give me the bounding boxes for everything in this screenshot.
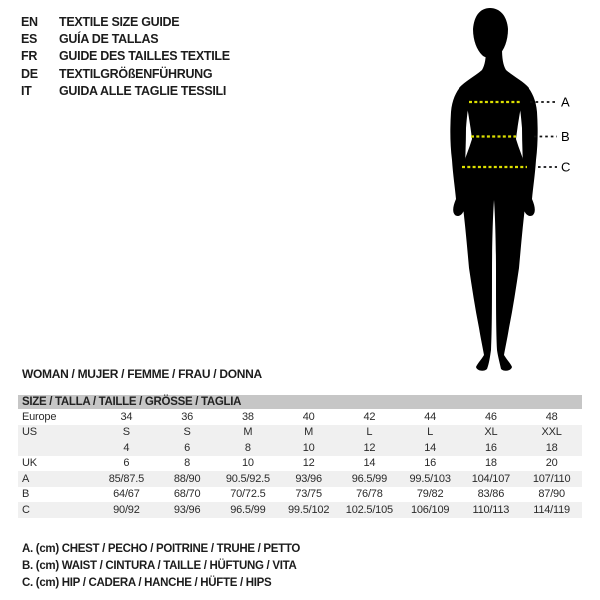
- size-cell: 34: [120, 410, 133, 423]
- row-label: A: [22, 472, 30, 485]
- table-row-uk: [18, 456, 582, 472]
- legend-chest: A. (cm) CHEST / PECHO / POITRINE / TRUHE / PETTO: [22, 542, 301, 555]
- size-table: [18, 409, 582, 518]
- language-title: TEXTILE SIZE GUIDE: [59, 14, 180, 29]
- table-row-us-letter: [18, 425, 582, 441]
- language-code: ES: [21, 32, 38, 47]
- measurement-legend: [22, 540, 300, 592]
- size-cell: 8: [184, 457, 191, 470]
- language-code: DE: [21, 66, 38, 81]
- size-cell: 46: [484, 410, 497, 423]
- size-cell: 6: [123, 457, 130, 470]
- size-cell: 10: [241, 457, 254, 470]
- woman-silhouette-icon: [388, 0, 600, 382]
- size-cell: 68/70: [173, 488, 201, 501]
- size-cell: 114/119: [533, 503, 570, 516]
- marker-label-c: C: [561, 159, 571, 175]
- language-code: IT: [21, 84, 32, 99]
- size-cell: 88/90: [173, 472, 201, 485]
- size-cell: S: [122, 426, 130, 439]
- row-label: B: [22, 488, 30, 501]
- size-cell: 42: [363, 410, 376, 423]
- marker-label-b: B: [561, 129, 570, 144]
- language-title: GUIDA ALLE TAGLIE TESSILI: [59, 84, 227, 99]
- size-cell: L: [427, 426, 434, 439]
- size-cell: 87/90: [538, 488, 565, 501]
- row-label: Europe: [22, 410, 57, 423]
- size-cell: 99.5/102: [288, 503, 330, 516]
- size-cell: 12: [302, 457, 315, 470]
- size-cell: 14: [363, 457, 376, 470]
- size-cell: 93/96: [295, 472, 322, 485]
- table-row-waist: [18, 487, 582, 503]
- size-cell: 6: [184, 441, 191, 454]
- size-cell: 90.5/92.5: [225, 472, 270, 485]
- marker-label-a: A: [561, 94, 570, 110]
- language-title: TEXTILGRÖßENFÜHRUNG: [59, 66, 213, 81]
- table-header-bar: SIZE / TALLA / TAILLE / GRÖSSE / TAGLIA: [18, 395, 582, 409]
- size-cell: M: [304, 426, 314, 439]
- size-cell: 18: [545, 441, 558, 454]
- size-cell: S: [183, 426, 191, 439]
- size-cell: 83/86: [477, 488, 505, 501]
- size-cell: 96.5/99: [230, 503, 266, 516]
- size-cell: 70/72.5: [230, 488, 266, 501]
- size-cell: 36: [181, 410, 194, 423]
- measurement-figure: [388, 0, 600, 382]
- size-cell: 110/113: [472, 503, 510, 516]
- size-cell: 20: [545, 457, 558, 470]
- language-row: [21, 48, 230, 65]
- table-row-europe: [18, 409, 582, 425]
- size-cell: 10: [302, 441, 315, 454]
- size-cell: 4: [123, 441, 130, 454]
- row-label: US: [22, 426, 37, 439]
- legend-hip: C. (cm) HIP / CADERA / HANCHE / HÜFTE / HIPS: [22, 577, 272, 590]
- row-label: C: [22, 503, 30, 516]
- size-cell: 96.5/99: [351, 472, 388, 485]
- size-cell: 104/107: [471, 472, 511, 485]
- size-cell: M: [243, 426, 253, 439]
- size-cell: 85/87.5: [108, 472, 145, 485]
- language-title-list: [21, 13, 230, 100]
- language-title: GUIDE DES TAILLES TEXTILE: [59, 49, 230, 64]
- language-row: [21, 83, 230, 100]
- size-cell: 79/82: [416, 488, 444, 501]
- size-cell: 14: [424, 441, 437, 454]
- legend-waist: B. (cm) WAIST / CINTURA / TAILLE / HÜFTUNG / VITA: [22, 560, 297, 573]
- size-cell: L: [366, 426, 373, 439]
- size-cell: 106/109: [410, 503, 450, 516]
- table-group-title: WOMAN / MUJER / FEMME / FRAU / DONNA: [22, 367, 262, 381]
- size-cell: XL: [484, 426, 498, 439]
- size-cell: 16: [484, 441, 497, 454]
- table-row-us-number: [18, 440, 582, 456]
- size-cell: 76/78: [356, 488, 383, 501]
- size-cell: 107/110: [532, 472, 571, 485]
- size-cell: 16: [424, 457, 437, 470]
- size-cell: 99.5/103: [409, 472, 451, 485]
- size-cell: 90/92: [113, 503, 140, 516]
- row-label: UK: [22, 457, 37, 470]
- language-code: EN: [21, 14, 38, 29]
- size-cell: 93/96: [173, 503, 201, 516]
- language-row: [21, 30, 230, 47]
- size-cell: 48: [545, 410, 558, 423]
- language-row: [21, 13, 230, 30]
- language-row: [21, 65, 230, 82]
- size-cell: 73/75: [295, 488, 322, 501]
- language-code: FR: [21, 49, 38, 64]
- size-cell: 18: [484, 457, 497, 470]
- table-row-hip: [18, 502, 582, 518]
- size-cell: 64/67: [113, 488, 140, 501]
- table-row-chest: [18, 471, 582, 487]
- language-title: GUÍA DE TALLAS: [59, 32, 159, 47]
- size-cell: 8: [244, 441, 251, 454]
- size-cell: 40: [302, 410, 315, 423]
- size-cell: 44: [424, 410, 437, 423]
- size-cell: 12: [363, 441, 376, 454]
- size-cell: 38: [241, 410, 254, 423]
- size-cell: 102.5/105: [345, 503, 393, 516]
- size-cell: XXL: [541, 426, 562, 439]
